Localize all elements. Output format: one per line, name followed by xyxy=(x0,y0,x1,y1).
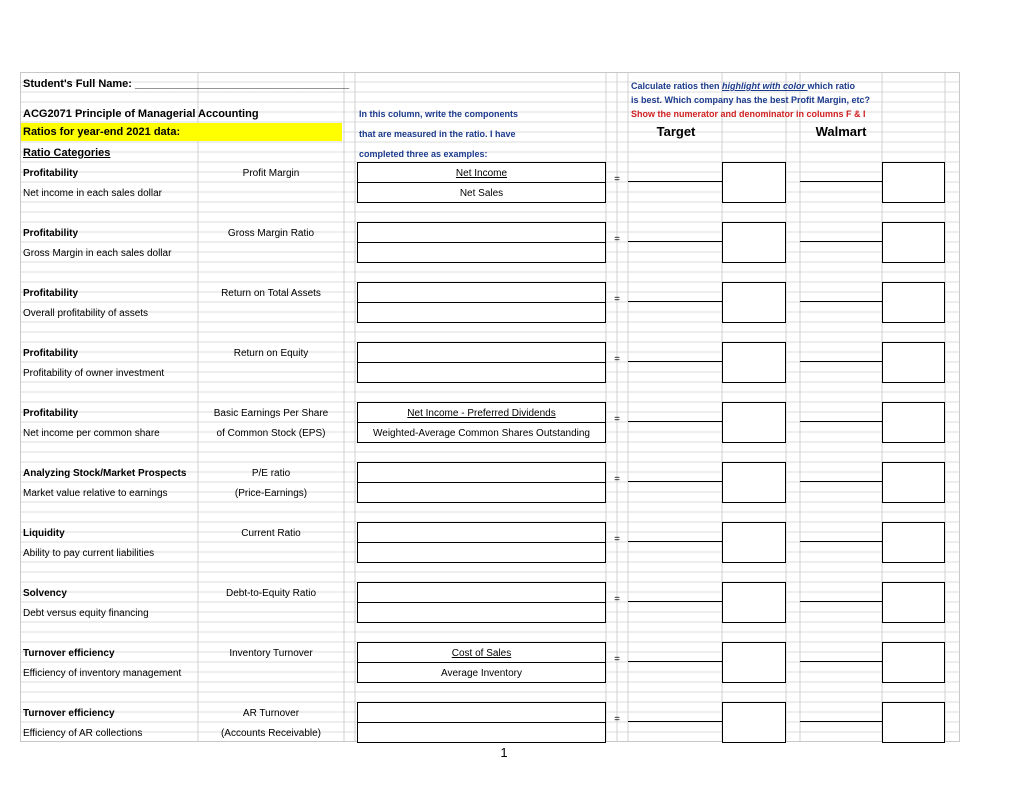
highlight-phrase: highlight with color xyxy=(722,81,808,91)
company-walmart-heading: Walmart xyxy=(815,124,867,139)
equals-sign: = xyxy=(614,714,620,725)
component-box[interactable] xyxy=(357,402,606,443)
component-box[interactable] xyxy=(357,342,606,383)
component-box[interactable] xyxy=(357,282,606,323)
ratio-name-sub: (Accounts Receivable) xyxy=(220,728,322,739)
target-fraction-line[interactable] xyxy=(628,481,722,482)
ratio-category: Profitability xyxy=(23,168,79,179)
ratio-description: Debt versus equity financing xyxy=(23,608,149,619)
target-fraction-line[interactable] xyxy=(628,541,722,542)
ratio-description: Efficiency of AR collections xyxy=(23,728,143,739)
equals-sign: = xyxy=(614,354,620,365)
component-box[interactable] xyxy=(357,642,606,683)
equals-sign: = xyxy=(614,594,620,605)
target-fraction-line[interactable] xyxy=(628,181,722,182)
ratio-name: P/E ratio xyxy=(251,468,291,479)
instructions-line-1: In this column, write the components xyxy=(359,109,519,119)
ratio-description: Overall profitability of assets xyxy=(23,308,149,319)
numerator-text: Net Income xyxy=(455,168,508,179)
ratio-name-sub: of Common Stock (EPS) xyxy=(216,428,326,439)
ratio-description: Market value relative to earnings xyxy=(23,488,168,499)
ratio-categories-heading: Ratio Categories xyxy=(23,147,111,159)
ratio-name-sub: (Price-Earnings) xyxy=(234,488,308,499)
calc-instructions-line-2: is best. Which company has the best Profit Margin, etc? xyxy=(631,95,871,105)
component-box[interactable] xyxy=(357,582,606,623)
target-fraction-line[interactable] xyxy=(628,301,722,302)
ratio-name: Return on Total Assets xyxy=(221,288,321,299)
target-result-box[interactable] xyxy=(722,282,786,323)
component-box[interactable] xyxy=(357,462,606,503)
walmart-fraction-line[interactable] xyxy=(800,721,882,722)
target-result-box[interactable] xyxy=(722,462,786,503)
ratio-category: Profitability xyxy=(23,228,79,239)
student-name-label: Student's Full Name: ___________________________________ xyxy=(23,78,350,90)
calc-text-2: which ratio xyxy=(807,81,856,91)
walmart-fraction-line[interactable] xyxy=(800,361,882,362)
ratio-name: Basic Earnings Per Share xyxy=(213,408,329,419)
walmart-result-box[interactable] xyxy=(882,222,945,263)
ratio-description: Ability to pay current liabilities xyxy=(23,548,155,559)
calc-text-1: Calculate ratios then xyxy=(631,81,723,91)
ratio-category: Profitability xyxy=(23,408,79,419)
target-result-box[interactable] xyxy=(722,582,786,623)
numerator-text: Cost of Sales xyxy=(451,648,512,659)
walmart-fraction-line[interactable] xyxy=(800,421,882,422)
target-result-box[interactable] xyxy=(722,702,786,743)
target-result-box[interactable] xyxy=(722,402,786,443)
ratio-description: Net income per common share xyxy=(23,428,160,439)
ratio-description: Efficiency of inventory management xyxy=(23,668,182,679)
ratio-name: Current Ratio xyxy=(241,528,301,539)
equals-sign: = xyxy=(614,234,620,245)
equals-sign: = xyxy=(614,474,620,485)
walmart-fraction-line[interactable] xyxy=(800,181,882,182)
ratio-description: Profitability of owner investment xyxy=(23,368,165,379)
ratio-category: Profitability xyxy=(23,348,79,359)
denominator-text: Net Sales xyxy=(459,188,504,199)
course-title: ACG2071 Principle of Managerial Accounting xyxy=(23,108,259,120)
walmart-fraction-line[interactable] xyxy=(800,241,882,242)
ratio-category: Liquidity xyxy=(23,528,65,539)
equals-sign: = xyxy=(614,414,620,425)
target-fraction-line[interactable] xyxy=(628,601,722,602)
target-fraction-line[interactable] xyxy=(628,721,722,722)
target-result-box[interactable] xyxy=(722,222,786,263)
walmart-fraction-line[interactable] xyxy=(800,301,882,302)
ratio-name: Gross Margin Ratio xyxy=(227,228,315,239)
walmart-result-box[interactable] xyxy=(882,162,945,203)
ratio-category: Turnover efficiency xyxy=(23,648,115,659)
walmart-result-box[interactable] xyxy=(882,522,945,563)
equals-sign: = xyxy=(614,294,620,305)
target-fraction-line[interactable] xyxy=(628,661,722,662)
equals-sign: = xyxy=(614,654,620,665)
walmart-fraction-line[interactable] xyxy=(800,661,882,662)
instructions-line-2: that are measured in the ratio. I have xyxy=(359,129,516,139)
target-result-box[interactable] xyxy=(722,162,786,203)
equals-sign: = xyxy=(614,534,620,545)
walmart-fraction-line[interactable] xyxy=(800,481,882,482)
denominator-text: Weighted-Average Common Shares Outstanding xyxy=(373,428,590,439)
ratio-category: Profitability xyxy=(23,288,79,299)
walmart-result-box[interactable] xyxy=(882,282,945,323)
walmart-result-box[interactable] xyxy=(882,642,945,683)
target-result-box[interactable] xyxy=(722,342,786,383)
calc-instructions-line-1 xyxy=(631,80,855,92)
walmart-fraction-line[interactable] xyxy=(800,541,882,542)
ratio-category: Turnover efficiency xyxy=(23,708,115,719)
target-fraction-line[interactable] xyxy=(628,241,722,242)
equals-sign: = xyxy=(614,174,620,185)
walmart-result-box[interactable] xyxy=(882,402,945,443)
spreadsheet xyxy=(20,72,960,742)
walmart-result-box[interactable] xyxy=(882,582,945,623)
show-numerator-note: Show the numerator and denominator in columns F & I xyxy=(631,109,866,119)
ratio-category: Solvency xyxy=(23,588,67,599)
target-result-box[interactable] xyxy=(722,642,786,683)
walmart-result-box[interactable] xyxy=(882,342,945,383)
target-result-box[interactable] xyxy=(722,522,786,563)
walmart-result-box[interactable] xyxy=(882,462,945,503)
ratio-description: Gross Margin in each sales dollar xyxy=(23,248,172,259)
ratio-name: Profit Margin xyxy=(242,168,300,179)
company-target-heading: Target xyxy=(656,124,696,139)
walmart-fraction-line[interactable] xyxy=(800,601,882,602)
target-fraction-line[interactable] xyxy=(628,361,722,362)
component-box[interactable] xyxy=(357,522,606,563)
numerator-text: Net Income - Preferred Dividends xyxy=(407,408,556,419)
ratios-year-label: Ratios for year-end 2021 data: xyxy=(21,123,342,141)
ratio-name: Inventory Turnover xyxy=(229,648,313,659)
ratio-name: Return on Equity xyxy=(233,348,309,359)
component-box[interactable] xyxy=(357,702,606,743)
target-fraction-line[interactable] xyxy=(628,421,722,422)
instructions-line-3: completed three as examples: xyxy=(359,149,488,159)
denominator-text: Average Inventory xyxy=(441,668,522,679)
component-box[interactable] xyxy=(357,222,606,263)
ratio-name: AR Turnover xyxy=(242,708,300,719)
ratio-name: Debt-to-Equity Ratio xyxy=(225,588,317,599)
page-number: 1 xyxy=(500,745,508,760)
component-box[interactable] xyxy=(357,162,606,203)
ratio-category: Analyzing Stock/Market Prospects xyxy=(23,468,187,479)
ratio-description: Net income in each sales dollar xyxy=(23,188,162,199)
walmart-result-box[interactable] xyxy=(882,702,945,743)
